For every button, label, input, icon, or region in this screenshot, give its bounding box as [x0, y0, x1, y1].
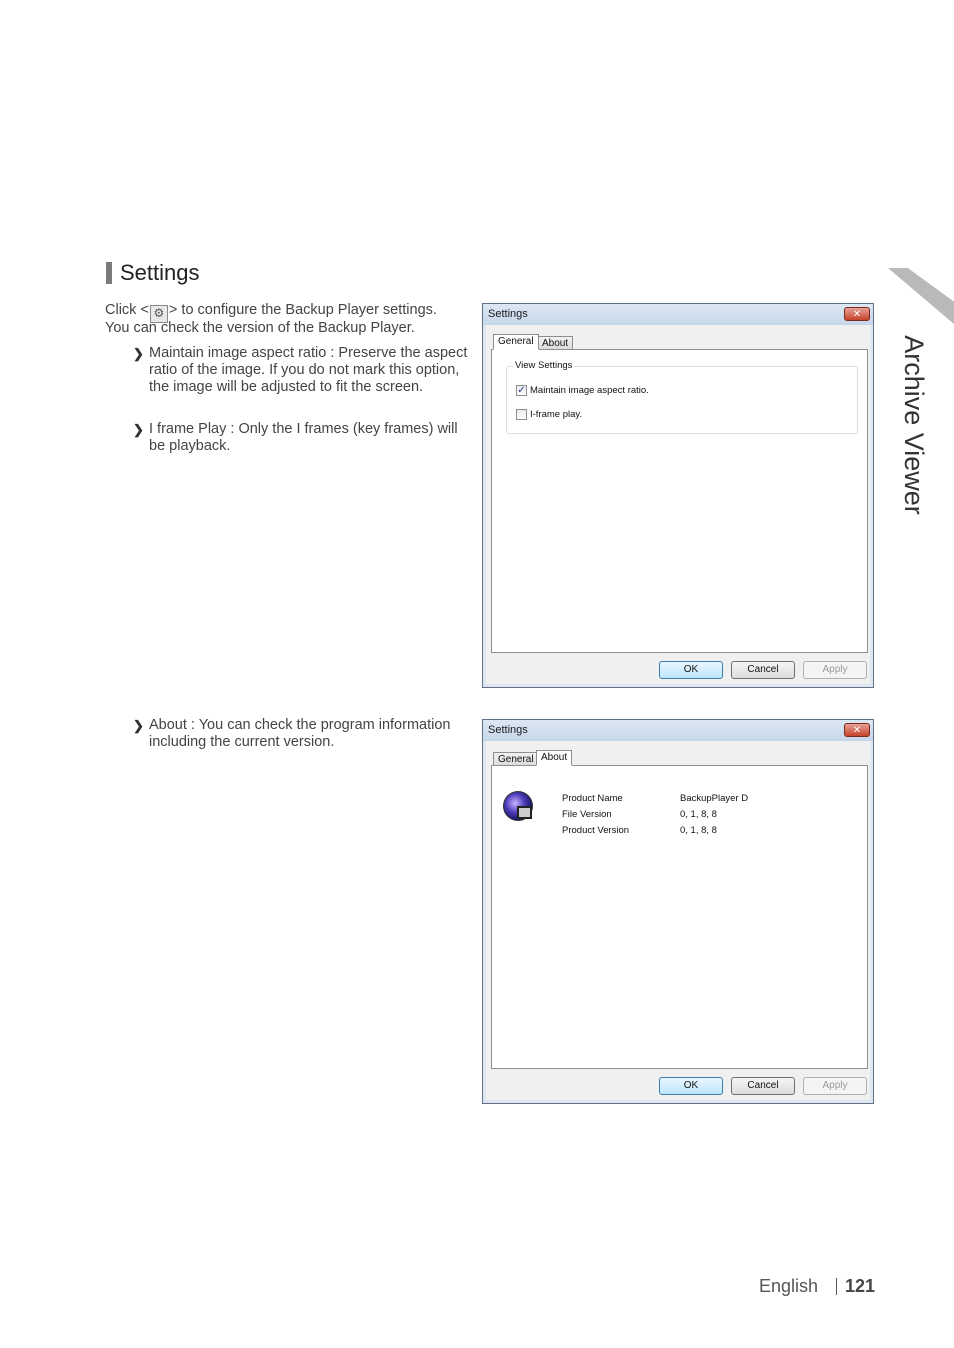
file-version-label: File Version [562, 809, 612, 820]
iframe-play-label: I-frame play. [530, 409, 583, 420]
dialog-title: Settings [488, 724, 528, 736]
bullet-text: Maintain image aspect ratio : Preserve the aspect ratio of the image. If you do not mark this option, the image will be adjusted to fit the screen. [149, 345, 468, 395]
aspect-ratio-label: Maintain image aspect ratio. [530, 385, 649, 396]
bullet-text: I frame Play : Only the I frames (key frames) will be playback. [149, 421, 458, 454]
iframe-play-checkbox[interactable] [516, 409, 527, 420]
page-number: 121 [845, 1276, 876, 1296]
close-icon[interactable]: ✕ [844, 723, 870, 737]
product-name-value: BackupPlayer D [680, 793, 749, 804]
bullet-marker: ❯ [133, 346, 144, 361]
section-title: Settings [120, 260, 200, 285]
heading-bar [106, 262, 112, 284]
tab-panel-general [491, 349, 868, 653]
intro-text-after: > to configure the Backup Player settings. [168, 302, 437, 318]
ok-button[interactable]: OK [659, 1077, 723, 1095]
dialog-body [486, 741, 870, 1100]
aspect-ratio-checkbox[interactable] [516, 385, 527, 396]
tab-general[interactable]: General [493, 752, 539, 766]
apply-button[interactable]: Apply [803, 1077, 867, 1095]
product-version-value: 0, 1, 8, 8 [680, 825, 717, 836]
settings-dialog-about [482, 719, 874, 1104]
tab-about[interactable]: About [536, 750, 572, 766]
product-name-label: Product Name [562, 793, 623, 804]
gear-icon: ⚙ [150, 305, 168, 323]
footer-divider [836, 1278, 837, 1295]
cancel-button[interactable]: Cancel [731, 661, 795, 679]
tab-panel-about [491, 765, 868, 1069]
dialog-title: Settings [488, 308, 528, 320]
footer-language: English [759, 1276, 819, 1296]
view-settings-group [506, 360, 858, 434]
bullet-iframe-play [133, 421, 473, 457]
dialog-title-bar [483, 720, 873, 741]
group-label: View Settings [515, 360, 573, 371]
tab-about[interactable]: About [537, 336, 573, 350]
cancel-button[interactable]: Cancel [731, 1077, 795, 1095]
product-version-label: Product Version [562, 825, 630, 836]
intro-text-before: Click < [105, 302, 149, 318]
dialog-body [486, 325, 870, 684]
ok-button[interactable]: OK [659, 661, 723, 679]
bullet-aspect-ratio [133, 345, 473, 415]
apply-button[interactable]: Apply [803, 661, 867, 679]
tab-general[interactable]: General [493, 334, 539, 350]
bullet-marker: ❯ [133, 422, 144, 437]
intro-line-2: You can check the version of the Backup Player. [105, 320, 415, 336]
side-tab-band [888, 268, 954, 324]
dialog-title-bar [483, 304, 873, 325]
bullet-about [133, 717, 473, 753]
settings-dialog-general [482, 303, 874, 688]
backup-player-icon [503, 791, 533, 821]
bullet-marker: ❯ [133, 718, 144, 733]
close-icon[interactable]: ✕ [844, 307, 870, 321]
side-tab-title: Archive Viewer [899, 335, 929, 515]
checkmark-icon: ✓ [517, 385, 526, 396]
bullet-text: About : You can check the program information including the current version. [149, 717, 451, 750]
file-version-value: 0, 1, 8, 8 [680, 809, 717, 820]
